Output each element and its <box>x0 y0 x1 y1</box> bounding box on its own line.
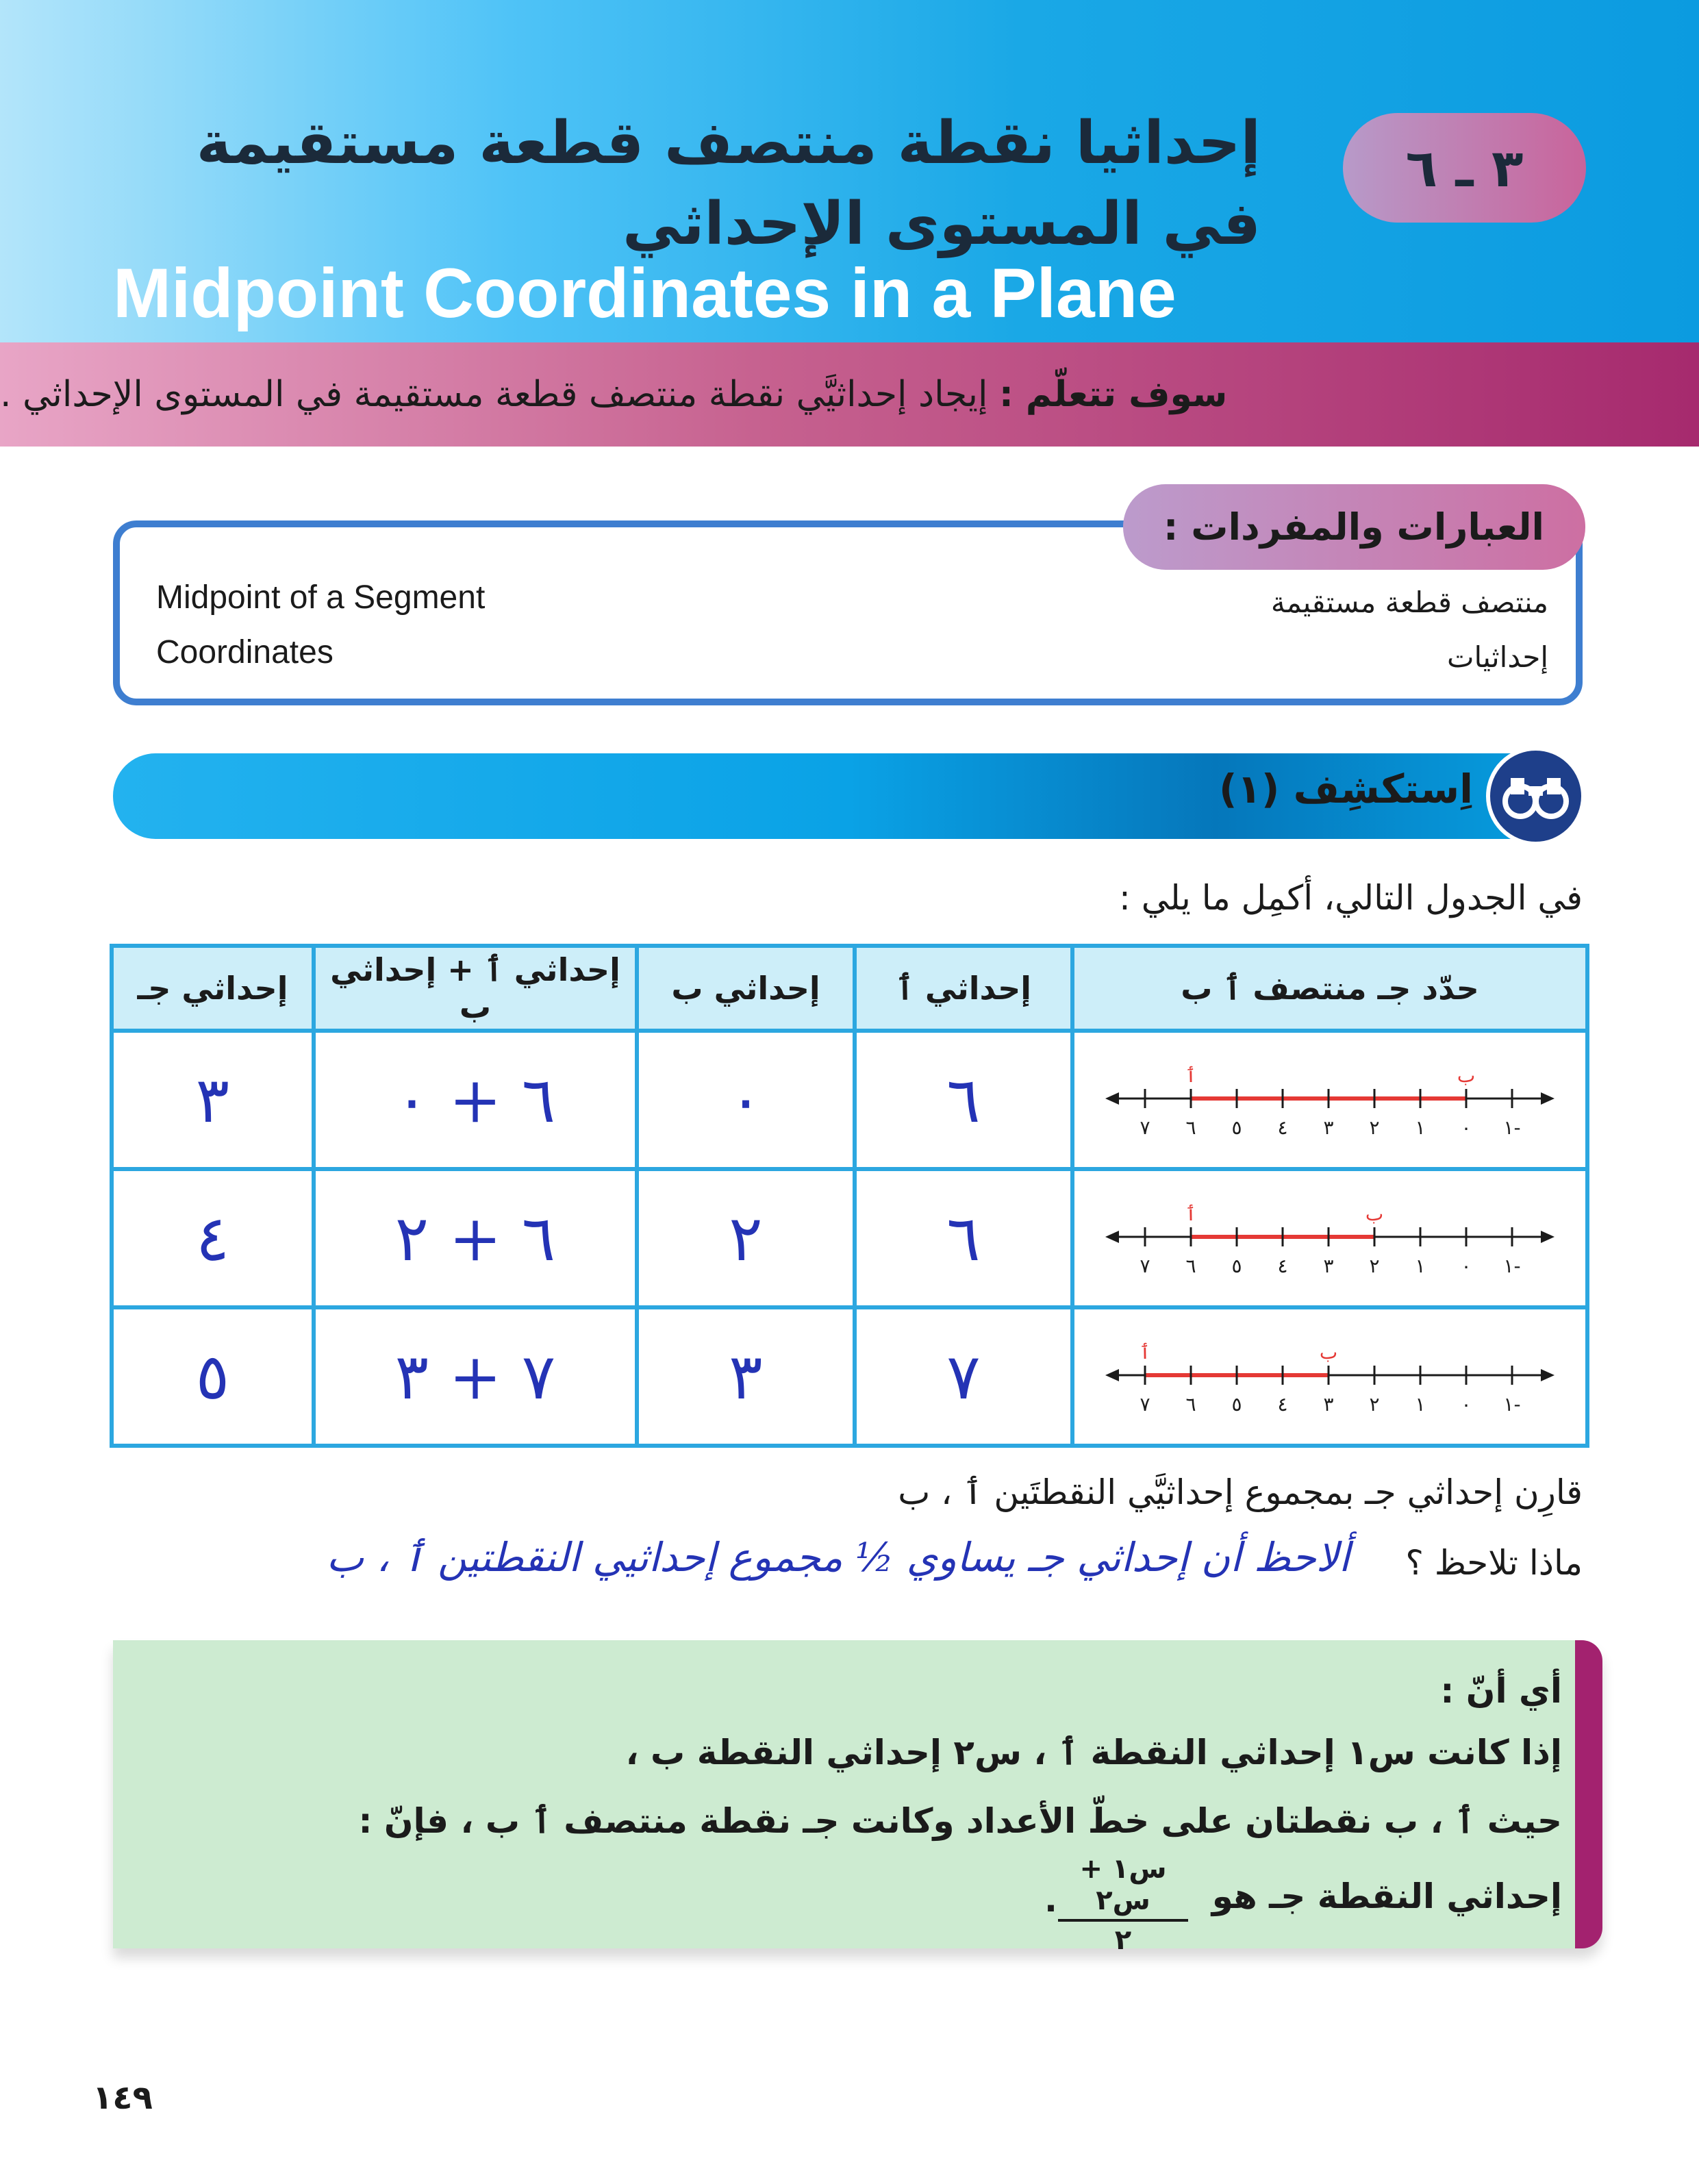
tick-label: ١- <box>1503 1393 1521 1416</box>
lesson-title-english: Midpoint Coordinates in a Plane <box>113 254 1176 332</box>
objective-strip <box>0 342 1699 447</box>
tick-label: ١- <box>1503 1255 1521 1277</box>
lesson-title-arabic: إحداثيا نقطة منتصف قطعة مستقيمة في المستوى الإحداثي <box>196 109 1261 258</box>
objective-label: سوف تتعلّم : <box>998 374 1228 415</box>
tick-label: ٦ <box>1185 1393 1196 1416</box>
answer-a: ٦ <box>946 1063 981 1137</box>
right-arrow <box>1541 1231 1555 1243</box>
right-arrow <box>1541 1369 1555 1381</box>
tick-label: ٤ <box>1277 1116 1288 1139</box>
midpoint-table <box>110 944 1589 1448</box>
tick-label: ٤ <box>1277 1255 1288 1277</box>
point-b-label: ب <box>1365 1203 1384 1225</box>
answer-c: ٣ <box>195 1063 230 1137</box>
tick-label: ٣ <box>1323 1116 1334 1139</box>
tick-label: ٥ <box>1231 1393 1242 1416</box>
vocab-term-ar-2: إحداثيات <box>1446 640 1548 674</box>
tick-label: ٤ <box>1277 1393 1288 1416</box>
formula-numerator: س١ + س٢ <box>1079 1853 1167 1916</box>
right-arrow <box>1541 1092 1555 1105</box>
tick-label: ١ <box>1415 1393 1426 1416</box>
header-coord-b: إحداثي ب <box>637 946 855 1031</box>
midpoint-formula <box>1058 1853 1188 1956</box>
page-number: ١٤٩ <box>92 2079 153 2117</box>
summary-intro: أي أنّ : <box>1440 1671 1562 1711</box>
tick-label: ١- <box>1503 1116 1521 1139</box>
explore-title: اِستكشِف (١) <box>1218 766 1473 812</box>
header-midpoint: حدّد جـ منتصف ٲ ب <box>1072 946 1587 1031</box>
tick-label: ٢ <box>1369 1116 1380 1139</box>
answer-sum: ٦ + ٢ <box>394 1201 556 1275</box>
point-a-label: ٲ <box>1185 1064 1197 1087</box>
compare-instruction: قارِن إحداثي جـ بمجموع إحداثيَّي النقطتَين ٲ ، ب <box>898 1472 1583 1512</box>
header-coord-a: إحداثي ٲ <box>855 946 1072 1031</box>
tick-label: ٥ <box>1231 1116 1242 1139</box>
tick-label: ٠ <box>1461 1393 1472 1416</box>
fraction-bar <box>1058 1919 1188 1922</box>
tick-label: ٠ <box>1461 1255 1472 1277</box>
objective-text <box>0 374 1227 415</box>
vocabulary-title: العبارات والمفردات : <box>1123 484 1585 570</box>
objective-body: إيجاد إحداثيَّي نقطة منتصف قطعة مستقيمة في المستوى الإحداثي . <box>0 374 988 415</box>
point-b-label: ب <box>1319 1341 1338 1364</box>
header-coord-c: إحداثي جـ <box>112 946 314 1031</box>
point-b-label: ب <box>1457 1064 1476 1087</box>
header-sum: إحداثي ٲ + إحداثي ب <box>314 946 637 1031</box>
observe-question: ماذا تلاحظ ؟ <box>1405 1543 1583 1583</box>
left-arrow <box>1105 1369 1119 1381</box>
point-a-label: ٲ <box>1185 1203 1197 1225</box>
table-header-row <box>112 946 1587 1031</box>
answer-c: ٤ <box>195 1201 230 1275</box>
number-line <box>1090 1047 1570 1150</box>
tick-label: ٧ <box>1140 1116 1150 1139</box>
table-row <box>112 1307 1587 1446</box>
summary-line-3: إحداثي النقطة جـ هو <box>1211 1877 1562 1916</box>
tick-label: ١ <box>1415 1116 1426 1139</box>
tick-label: ٣ <box>1323 1393 1334 1416</box>
point-a-label: ٲ <box>1139 1341 1151 1364</box>
vocab-term-en-2: Coordinates <box>156 634 333 670</box>
answer-sum: ٧ + ٣ <box>394 1340 556 1414</box>
tick-label: ٢ <box>1369 1393 1380 1416</box>
number-line <box>1090 1324 1570 1427</box>
tick-label: ٥ <box>1231 1255 1242 1277</box>
answer-c: ٥ <box>195 1340 230 1414</box>
tick-label: ١ <box>1415 1255 1426 1277</box>
answer-b: ٠ <box>729 1063 763 1137</box>
summary-line-1: إذا كانت س١ إحداثي النقطة ٲ ، س٢ إحداثي النقطة ب ، <box>625 1733 1562 1772</box>
tick-label: ٧ <box>1140 1255 1150 1277</box>
answer-a: ٦ <box>946 1201 981 1275</box>
vocab-term-en-1: Midpoint of a Segment <box>156 579 486 616</box>
table-instruction: في الجدول التالي، أكمِل ما يلي : <box>1118 878 1583 918</box>
tick-label: ٠ <box>1461 1116 1472 1139</box>
formula-period: . <box>1044 1880 1057 1920</box>
tick-label: ٧ <box>1140 1393 1150 1416</box>
lesson-number-badge: ٣ ـ ٦ <box>1343 113 1586 223</box>
answer-sum: ٦ + ٠ <box>394 1063 556 1137</box>
formula-denominator: ٢ <box>1114 1924 1132 1956</box>
answer-a: ٧ <box>946 1340 981 1414</box>
table-row <box>112 1169 1587 1307</box>
tick-label: ٦ <box>1185 1116 1196 1139</box>
summary-line-2: حيث ٲ ، ب نقطتان على خطّ الأعداد وكانت جـ نقطة منتصف ٲ ب ، فإنّ : <box>358 1801 1562 1841</box>
vocab-term-ar-1: منتصف قطعة مستقيمة <box>1270 586 1548 619</box>
answer-b: ٣ <box>729 1340 763 1414</box>
left-arrow <box>1105 1231 1119 1243</box>
answer-b: ٢ <box>729 1201 763 1275</box>
number-line <box>1090 1185 1570 1288</box>
table-row <box>112 1031 1587 1169</box>
left-arrow <box>1105 1092 1119 1105</box>
binoculars-icon <box>1486 746 1585 846</box>
handwritten-answer: ألاحظ أن إحداثي جـ يساوي ½ مجموع إحداثيي النقطتين ٲ ، ب <box>326 1534 1350 1581</box>
tick-label: ٢ <box>1369 1255 1380 1277</box>
tick-label: ٣ <box>1323 1255 1334 1277</box>
tick-label: ٦ <box>1185 1255 1196 1277</box>
